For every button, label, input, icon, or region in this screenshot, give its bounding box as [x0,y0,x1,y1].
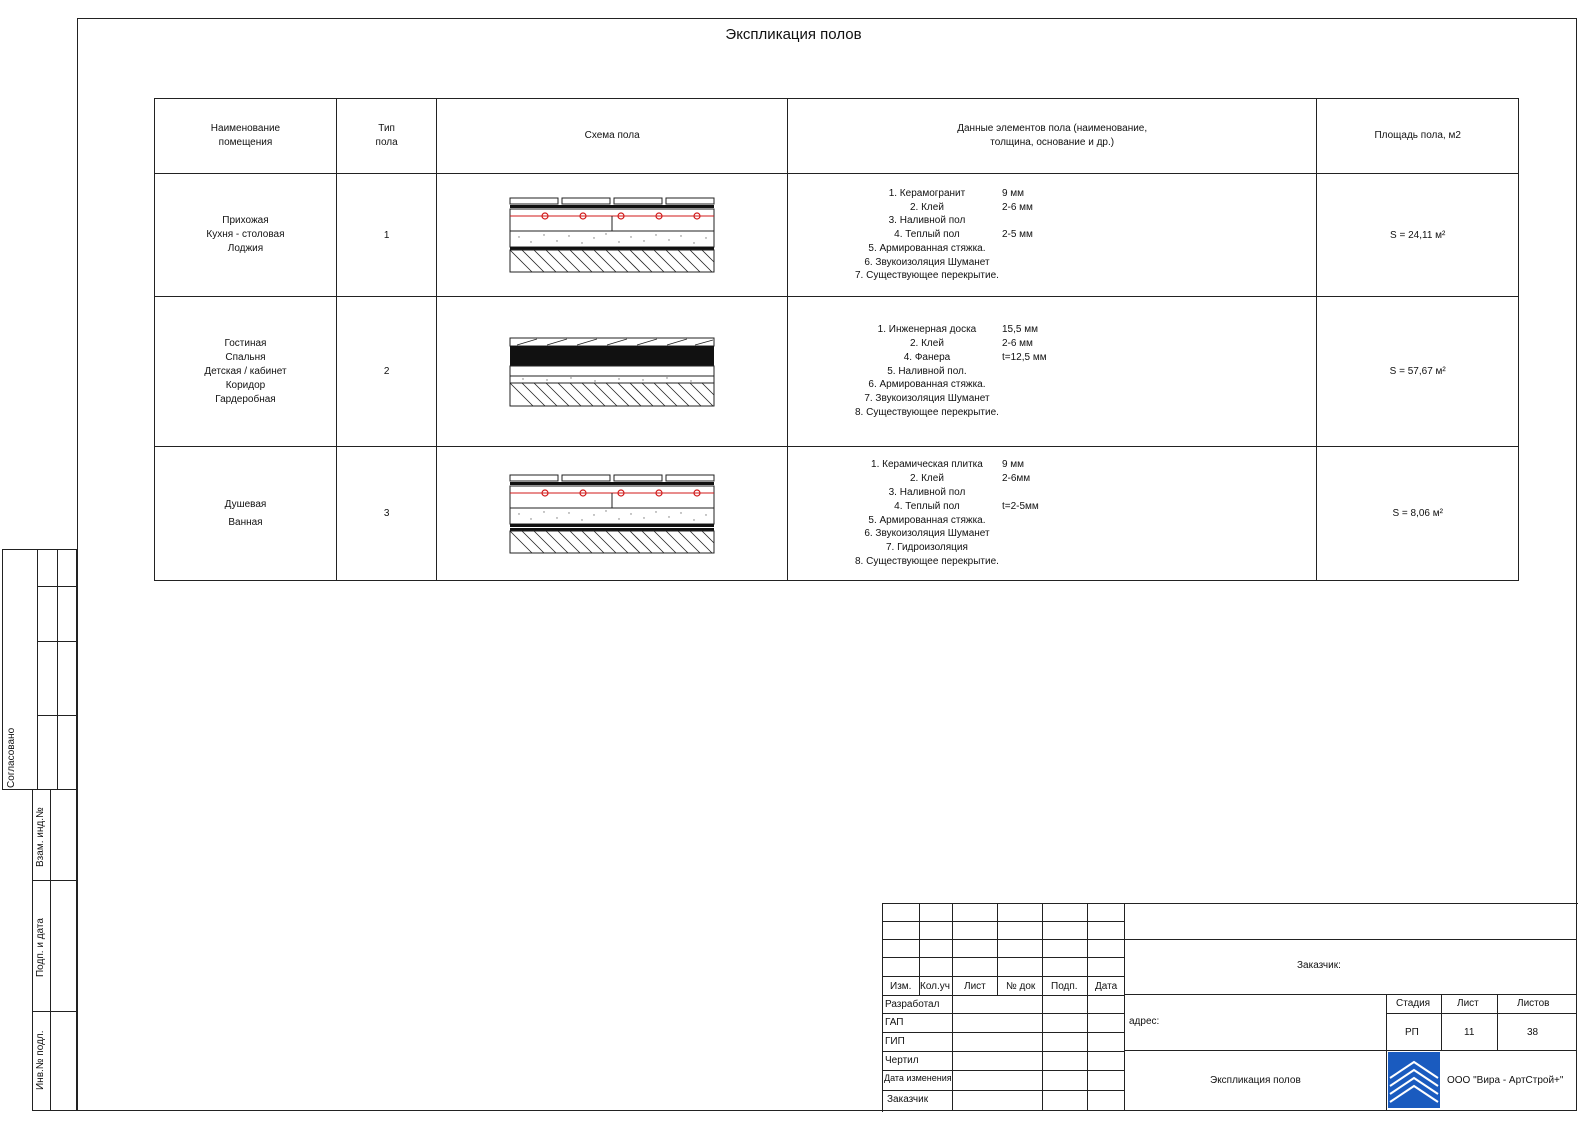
company-name: ООО "Вира - АртСтрой+" [1447,1075,1564,1086]
layer-item: 6. Армированная стяжка. [868,379,986,391]
sheet-title: Экспликация полов [1210,1075,1301,1086]
page-title: Экспликация полов [725,26,862,43]
floor-type: 3 [336,447,436,581]
layer-item: 8. Существующее перекрытие. [854,406,999,418]
floor-scheme [437,174,788,297]
sheets-value: 38 [1527,1027,1539,1038]
floor-type: 2 [336,297,436,447]
floor-area: S = 57,67 м² [1317,297,1519,447]
customer-label: Заказчик: [1297,960,1341,971]
table-header-row [155,99,1519,174]
company-logo-icon [1388,1052,1440,1108]
floor-scheme-1-diagram [509,197,715,273]
layer-item: 1. Керамическая плитка 9 мм [871,459,1025,471]
stamp-role-change-date: Дата изменения [884,1073,952,1083]
vzam-label: Взам. инд.№ [35,807,46,867]
stamp-col-izm: Изм. [890,981,912,992]
inv-label: Инв.№ подл. [35,1030,46,1090]
podp-label: Подп. и дата [35,918,46,977]
stage-label: Стадия [1396,998,1431,1009]
stamp-role-drafter: Чертил [885,1055,919,1066]
layer-item: 1. Инженерная доска 15,5 мм [877,324,1038,336]
floor-layers [787,447,1316,581]
stamp-col-podp: Подп. [1051,981,1078,992]
header-elements: Данные элементов пола (наименование, толщина, основание и др.) [787,99,1316,174]
stamp-col-list: Лист [964,981,986,992]
stamp-col-kolvo: Кол.уч [920,981,950,992]
side-strip [0,0,77,1123]
floor-scheme-3-diagram [509,474,715,554]
floor-scheme [437,447,788,581]
floor-layers [787,174,1316,297]
floor-layers [787,297,1316,447]
sheets-label: Листов [1517,998,1550,1009]
layer-item: 3. Наливной пол [888,215,966,227]
layer-item: 5. Армированная стяжка. [868,514,986,526]
stamp-col-date: Дата [1095,981,1118,992]
layer-item: 4. Теплый пол t=2-5мм [894,500,1039,512]
layer-item: 7. Гидроизоляция [886,542,968,554]
floor-scheme-2-diagram [509,337,715,407]
layer-item: 7. Звукоизоляция Шуманет [864,393,990,405]
floor-type: 1 [336,174,436,297]
sheet-value: 11 [1464,1027,1475,1038]
layer-item: 4. Фанера t=12,5 мм [903,351,1047,363]
floor-area: S = 24,11 м² [1317,174,1519,297]
layer-item: 4. Теплый пол 2-5 мм [894,229,1033,241]
sheet-label: Лист [1457,998,1479,1009]
floor-scheme [437,297,788,447]
room-names: Душевая Ванная [155,447,337,581]
table-row [155,297,1519,447]
layer-item: 2. Клей 2-6мм [909,473,1031,485]
floor-area: S = 8,06 м² [1317,447,1519,581]
layer-item: 2. Клей 2-6 мм [909,201,1033,213]
stage-value: РП [1405,1027,1419,1038]
header-area: Площадь пола, м2 [1317,99,1519,174]
address-label: адрес: [1129,1016,1160,1027]
floor-explication-table [154,98,1519,581]
room-names: Прихожая Кухня - столовая Лоджия [155,174,337,297]
layer-item: 6. Звукоизоляция Шуманет [864,528,990,540]
stamp-role-customer: Заказчик [887,1094,929,1105]
stamp-role-developer: Разработал [885,999,940,1010]
layer-item: 5. Армированная стяжка. [868,242,986,254]
layer-item: 6. Звукоизоляция Шуманет [864,256,990,268]
header-scheme: Схема пола [437,99,788,174]
table-row [155,174,1519,297]
layer-item: 7. Существующее перекрытие. [854,270,999,282]
approved-label: Согласовано [6,727,17,788]
layer-item: 5. Наливной пол. [887,365,967,377]
layer-item: 3. Наливной пол [888,486,966,498]
layer-item: 2. Клей 2-6 мм [909,338,1033,349]
stamp-col-doc: № док [1006,981,1036,992]
stamp-role-gap: ГАП [885,1017,904,1028]
header-type: Тип пола [336,99,436,174]
table-row [155,447,1519,581]
layer-item: 8. Существующее перекрытие. [854,555,999,567]
room-names: Гостиная Спальня Детская / кабинет Коридор Гардеробная [155,297,337,447]
stamp-role-gip: ГИП [885,1036,905,1047]
layer-item: 1. Керамогранит 9 мм [888,187,1025,199]
header-room: Наименование помещения [155,99,337,174]
